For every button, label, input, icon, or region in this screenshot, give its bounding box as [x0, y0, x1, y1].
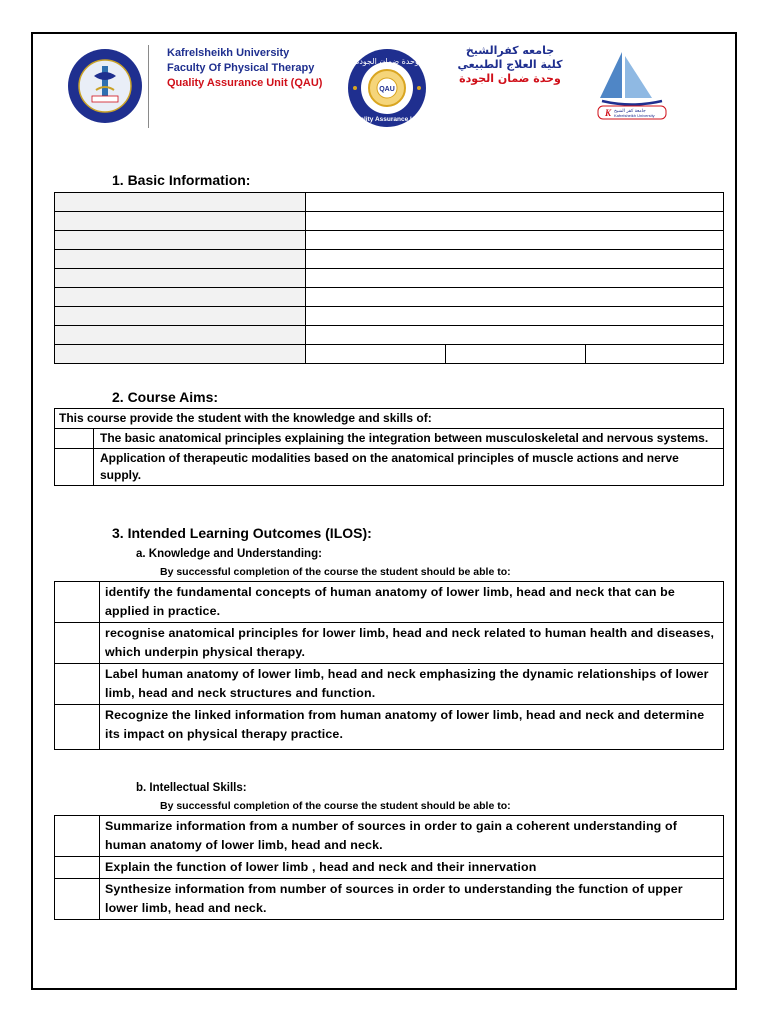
section-heading-basic-information: 1. Basic Information: [112, 172, 251, 188]
table-cell [306, 307, 724, 326]
table-row [55, 582, 724, 623]
table-cell [55, 623, 100, 664]
table-cell [55, 326, 306, 345]
course-aim-2: Application of therapeutic modalities based on the anatomical principles of muscle actions and nerve supply. [94, 449, 724, 486]
university-name-ar [440, 44, 580, 86]
table-cell [306, 345, 446, 364]
intellectual-item-2: Explain the function of lower limb , head and neck and their innervation [100, 857, 724, 879]
table-cell [55, 269, 306, 288]
table-row [55, 879, 724, 920]
table-cell [306, 231, 724, 250]
knowledge-item-4: Recognize the linked information from human anatomy of lower limb, head and neck and determine its impact on physical therapy practice. [100, 705, 724, 750]
table-cell [55, 429, 94, 449]
table-cell [306, 193, 724, 212]
section-heading-course-aims: 2. Course Aims: [112, 389, 219, 405]
table-cell [586, 345, 724, 364]
table-row [55, 857, 724, 879]
table-cell [55, 816, 100, 857]
table-row [55, 429, 724, 449]
subheading-intellectual: b. Intellectual Skills: [136, 782, 247, 794]
table-row [55, 664, 724, 705]
table-row [55, 409, 724, 429]
faculty-logo [66, 46, 144, 126]
table-row [55, 231, 724, 250]
intellectual-skills-table [54, 815, 724, 920]
table-cell [55, 193, 306, 212]
seal-center-text: QAU [379, 86, 395, 93]
university-logo [592, 46, 672, 122]
table-cell [306, 269, 724, 288]
qau-name: Quality Assurance Unit (QAU) [167, 77, 323, 89]
knowledge-item-2: recognise anatomical principles for lower limb, head and neck related to human health and diseases, which underpin physical therapy. [100, 623, 724, 664]
section-heading-ilos: 3. Intended Learning Outcomes (ILOS): [112, 525, 372, 541]
intellectual-note: By successful completion of the course the student should be able to: [160, 800, 511, 812]
table-cell [55, 879, 100, 920]
table-cell [446, 345, 586, 364]
table-cell [306, 212, 724, 231]
seal-arabic-text: وحدة ضمان الجودة [355, 57, 419, 66]
table-row [55, 193, 724, 212]
table-row [55, 705, 724, 750]
faculty-name-arabic: كلية العلاج الطبيعي [457, 58, 563, 71]
logo-arabic-text: جامعة كفر الشيخ [614, 109, 646, 114]
knowledge-item-3: Label human anatomy of lower limb, head and neck emphasizing the dynamic relationships of lower limb, head and neck structures and function. [100, 664, 724, 705]
table-row [55, 307, 724, 326]
university-name-en [167, 46, 322, 91]
table-row [55, 288, 724, 307]
table-cell [55, 664, 100, 705]
table-cell [55, 231, 306, 250]
table-row [55, 250, 724, 269]
table-row [55, 623, 724, 664]
table-cell [306, 288, 724, 307]
faculty-name: Faculty Of Physical Therapy [167, 62, 315, 74]
subheading-knowledge: a. Knowledge and Understanding: [136, 548, 322, 560]
table-cell [55, 582, 100, 623]
svg-text:K: K [605, 108, 612, 118]
knowledge-note: By successful completion of the course the student should be able to: [160, 566, 511, 578]
table-row [55, 449, 724, 486]
course-aim-1: The basic anatomical principles explaining the integration between musculoskeletal and nervous systems. [94, 429, 724, 449]
table-row [55, 345, 724, 364]
table-row [55, 212, 724, 231]
knowledge-item-1: identify the fundamental concepts of human anatomy of lower limb, head and neck that can be applied in practice. [100, 582, 724, 623]
basic-information-table [54, 192, 724, 364]
knowledge-table [54, 581, 724, 750]
table-cell [55, 345, 306, 364]
university-name: Kafrelsheikh University [167, 47, 290, 59]
table-cell [306, 250, 724, 269]
table-cell [55, 705, 100, 750]
table-cell [55, 307, 306, 326]
table-row [55, 816, 724, 857]
logo-english-text: Kafrelsheikh University [614, 113, 655, 118]
table-cell [55, 288, 306, 307]
course-aims-intro: This course provide the student with the knowledge and skills of: [55, 409, 724, 429]
table-cell [55, 857, 100, 879]
table-row [55, 269, 724, 288]
qau-seal-logo [346, 46, 428, 130]
university-name-arabic: جامعه كفرالشيخ [465, 44, 555, 57]
seal-english-text: Quality Assurance Unit [351, 116, 423, 123]
header-divider [148, 45, 149, 128]
course-aims-table [54, 408, 724, 486]
table-row [55, 326, 724, 345]
intellectual-item-3: Synthesize information from number of sources in order to understanding the function of upper lower limb, head and neck. [100, 879, 724, 920]
table-cell [55, 449, 94, 486]
table-cell [306, 326, 724, 345]
table-cell [55, 212, 306, 231]
intellectual-item-1: Summarize information from a number of sources in order to gain a coherent understanding of human anatomy of lower limb, head and neck. [100, 816, 724, 857]
qau-name-arabic: وحدة ضمان الجودة [459, 72, 561, 85]
table-cell [55, 250, 306, 269]
